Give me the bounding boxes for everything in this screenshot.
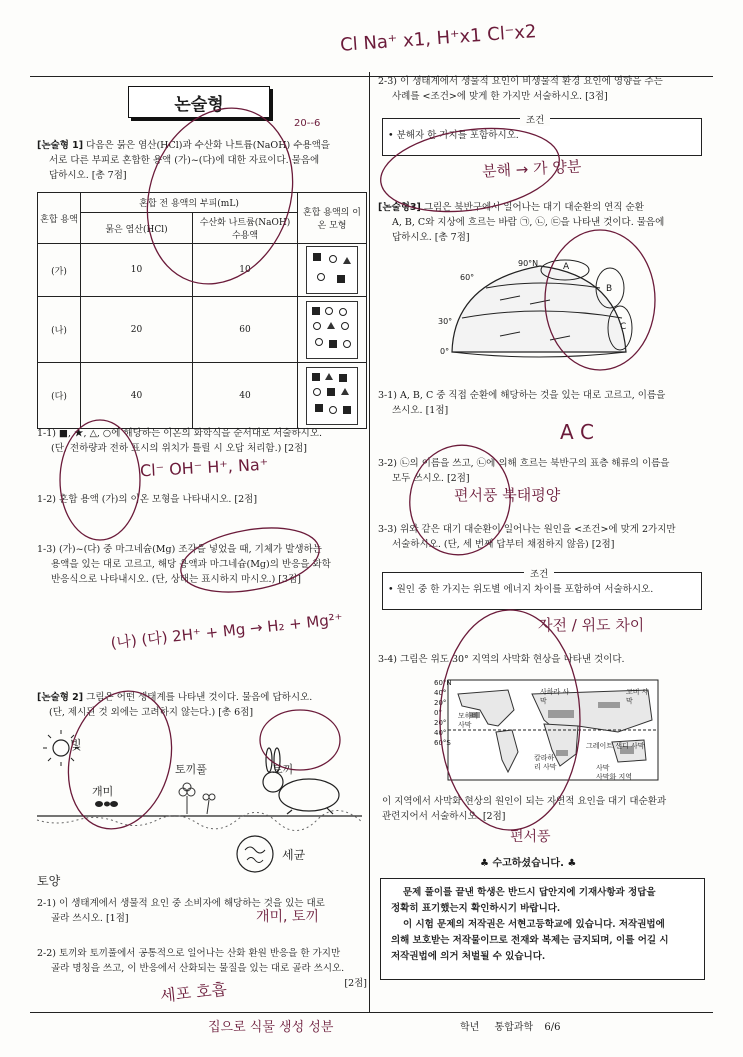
q2-sub3-line2: 사례를 <조건>에 맞게 한 가지만 서술하시오. [3점] bbox=[392, 91, 608, 102]
row-naoh: 60 bbox=[193, 297, 298, 363]
table-header-naoh: 수산화 나트륨(NaOH) 수용액 bbox=[193, 213, 298, 244]
map-lat-40s: 40° bbox=[434, 729, 447, 737]
map-lat-20s: 20° bbox=[434, 719, 447, 727]
map-sahara: 사하라 사막 bbox=[540, 688, 570, 705]
table-header-model: 혼합 용액의 이온 모형 bbox=[298, 193, 367, 244]
q1-sub2: 1-2) 혼합 용액 (가)의 이온 모형을 나타내시오. [2점] bbox=[37, 494, 258, 505]
map-gobi: 고비 사막 bbox=[626, 688, 649, 705]
row-hcl: 40 bbox=[81, 363, 193, 429]
q3-sub1-line1: 3-1) A, B, C 중 직접 순환에 해당하는 것을 있는 대로 고르고, 이름을 bbox=[378, 390, 666, 401]
label-grass: 토끼풀 bbox=[175, 763, 207, 776]
handwriting-answer-2-2: 세포 호흡 bbox=[159, 979, 228, 1006]
q3-sub4: 3-4) 그림은 위도 30° 지역의 사막화 현상을 나타낸 것이다. bbox=[378, 654, 625, 665]
handwriting-top: Cl Na⁺ x1, H⁺x1 Cl⁻x2 bbox=[339, 21, 538, 56]
q1-header: [논술형 1] bbox=[37, 140, 84, 151]
handwriting-answer-2-3: 분해 → 가 양분 bbox=[481, 157, 582, 181]
q1-intro-line3: 답하시오. [총 7점] bbox=[49, 170, 127, 181]
handwriting-answer-1-1: Cl⁻ OH⁻ H⁺, Na⁺ bbox=[139, 454, 269, 481]
q1-sub3-line2: 용액을 있는 대로 고르고, 해당 용액과 마그네슘(Mg)의 반응을 화학 bbox=[51, 559, 331, 570]
handwriting-date: 20--6 bbox=[294, 118, 321, 129]
globe-60: 60° bbox=[460, 273, 475, 282]
handwriting-footer-note: 집으로 식물 생성 성분 bbox=[208, 1020, 334, 1035]
q2-condition: • 분해자 한 가지를 포함하시오. bbox=[388, 130, 519, 141]
footer-page: 6/6 bbox=[544, 1022, 561, 1033]
handwriting-answer-3-1: A C bbox=[560, 420, 595, 444]
q1-intro-line2: 서로 다른 부피로 혼합한 용액 (가)~(다)에 대한 자료이다. 물음에 bbox=[49, 155, 320, 166]
row-label: (나) bbox=[38, 297, 81, 363]
label-soil: 토양 bbox=[37, 874, 61, 888]
q3-condition: • 원인 중 한 가지는 위도별 에너지 차이를 포함하여 서술하시오. bbox=[388, 584, 654, 595]
legend-desert: 사막 bbox=[596, 764, 610, 772]
q3-intro-line1: 그림은 북반구에서 일어나는 대기 대순환의 연직 순환 bbox=[423, 202, 644, 213]
q1-intro-line1: 다음은 묽은 염산(HCl)과 수산화 나트륨(NaOH) 수용액을 bbox=[86, 140, 330, 151]
map-mojave: 모하비 사막 bbox=[458, 712, 479, 729]
notice-line1: 문제 풀이를 끝낸 학생은 반드시 답안지에 기재사항과 정답을 bbox=[403, 887, 656, 898]
closing-message: ♣ 수고하셨습니다. ♣ bbox=[480, 858, 577, 869]
map-lat-40: 40° bbox=[434, 689, 447, 697]
map-lat-20: 20° bbox=[434, 699, 447, 707]
map-kalahari: 칼라하리 사막 bbox=[534, 754, 557, 771]
label-ant: 개미 bbox=[92, 785, 114, 798]
table-header-volume: 혼합 전 용액의 부피(mL) bbox=[81, 193, 298, 213]
q1-sub3-line3: 반응식으로 나타내시오. (단, 상태는 표시하지 마시오.) [3점] bbox=[51, 574, 301, 585]
map-lat-60n: 60°N bbox=[434, 679, 452, 687]
q2-sub2-points: [2점] bbox=[344, 978, 367, 989]
q3-sub3-line1: 3-3) 위와 같은 대기 대순환이 일어나는 원인을 <조건>에 맞게 2가지만 bbox=[378, 524, 676, 535]
q1-sub1-line2: (단, 전하량과 전하 표시의 위치가 틀릴 시 오답 처리함.) [2점] bbox=[51, 443, 307, 454]
label-light: 빛 bbox=[70, 738, 82, 752]
q3-sub2-line2: 모두 쓰시오. [2점] bbox=[392, 473, 470, 484]
row-hcl: 20 bbox=[81, 297, 193, 363]
q2-sub2-line2: 골라 명칭을 쓰고, 이 반응에서 산화되는 물질을 있는 대로 골라 쓰시오. bbox=[51, 963, 345, 974]
q2-sub2-line1: 2-2) 토끼와 토끼풀에서 공통적으로 일어나는 산화 환원 반응을 한 가지만 bbox=[37, 948, 341, 959]
row-naoh: 10 bbox=[193, 244, 298, 297]
cell-c: C bbox=[620, 322, 627, 332]
notice-line5: 저작권법에 의거 처벌될 수 있습니다. bbox=[391, 951, 546, 962]
legend-desertification: 사막화 지역 bbox=[596, 773, 633, 781]
table-header-hcl: 묽은 염산(HCl) bbox=[81, 213, 193, 244]
footer-subject: 통합과학 bbox=[494, 1022, 534, 1033]
q2-condition-head: 조건 bbox=[520, 112, 550, 126]
section-title: 논술형 bbox=[128, 86, 270, 118]
q3-intro-line3: 답하시오. [총 7점] bbox=[392, 232, 470, 243]
q3-condition-head: 조건 bbox=[524, 566, 554, 580]
q3-intro-line2: A, B, C와 지상에 흐르는 바람 ㉠, ㉡, ㉢을 나타낸 것이다. 물음에 bbox=[392, 217, 665, 228]
q3-header: [논술형3] bbox=[378, 202, 421, 213]
row-label: (다) bbox=[38, 363, 81, 429]
label-rabbit: 토끼 bbox=[272, 763, 294, 776]
row-hcl: 10 bbox=[81, 244, 193, 297]
label-fungi: 세균 bbox=[282, 848, 306, 862]
row-naoh: 40 bbox=[193, 363, 298, 429]
handwriting-answer-3-3: 자전 / 위도 차이 bbox=[538, 616, 645, 634]
map-lat-60s: 60°S bbox=[434, 739, 451, 747]
row-label: (가) bbox=[38, 244, 81, 297]
globe-0: 0° bbox=[440, 347, 450, 356]
notice-line2: 정확히 표기했는지 확인하시기 바랍니다. bbox=[391, 903, 561, 914]
globe-30: 30° bbox=[438, 317, 453, 326]
handwriting-answer-2-1: 개미, 토끼 bbox=[256, 909, 319, 925]
q3-sub4-q-line1: 이 지역에서 사막화 현상의 원인이 되는 자연적 요인을 대기 대순환과 bbox=[382, 796, 667, 807]
notice-line4: 의해 보호받는 저작물이므로 전재와 복제는 금지되며, 이를 어길 시 bbox=[391, 935, 669, 946]
q2-sub3-line1: 2-3) 이 생태계에서 생물적 요인이 비생물적 환경 요인에 영향을 주는 bbox=[378, 76, 663, 87]
q2-intro-line1: 그림은 어떤 생태계를 나타낸 것이다. 물음에 답하시오. bbox=[86, 692, 313, 703]
globe-90n: 90°N bbox=[518, 259, 539, 268]
map-lat-0: 0° bbox=[434, 709, 442, 717]
table-header-mix: 혼합 용액 bbox=[38, 193, 81, 244]
handwriting-answer-3-4: 편서풍 bbox=[510, 829, 551, 845]
cell-a: A bbox=[563, 262, 570, 272]
q1-sub1-line1: 1-1) ■, ★, △, ○에 해당하는 이온의 화학식을 순서대로 서술하시오. bbox=[37, 428, 323, 439]
handwriting-answer-3-2: 편서풍 북태평양 bbox=[454, 486, 561, 504]
q3-sub2-line1: 3-2) ㉡의 이름을 쓰고, ㉡에 의해 흐르는 북반구의 표층 해류의 이름을 bbox=[378, 458, 670, 469]
q3-sub3-line2: 서술하시오. (단, 세 번째 답부터 채점하지 않음) [2점] bbox=[392, 539, 615, 550]
q2-sub1-line1: 2-1) 이 생태계에서 생물적 요인 중 소비자에 해당하는 것을 있는 대로 bbox=[37, 898, 325, 909]
q3-sub4-q-line2: 관련지어서 서술하시오. [2점] bbox=[382, 811, 506, 822]
q2-intro-line2: (단, 제시된 것 외에는 고려하지 않는다.) [총 6점] bbox=[49, 707, 254, 718]
q1-sub3-line1: 1-3) (가)~(다) 중 마그네슘(Mg) 조각을 넣었을 때, 기체가 발생하는 bbox=[37, 544, 322, 555]
q2-sub1-line2: 골라 쓰시오. [1점] bbox=[51, 913, 129, 924]
q2-header: [논술형 2] bbox=[37, 692, 84, 703]
footer-grade: 학년 bbox=[460, 1022, 480, 1033]
q3-sub1-line2: 쓰시오. [1점] bbox=[392, 405, 449, 416]
cell-b: B bbox=[606, 284, 613, 294]
map-great-sandy: 그레이트 샌디 사막 bbox=[586, 742, 645, 750]
handwriting-answer-1-3: (나) (다) 2H⁺ + Mg → H₂ + Mg²⁺ bbox=[109, 609, 344, 653]
notice-line3: 이 시험 문제의 저작권은 서현고등학교에 있습니다. 저작권법에 bbox=[403, 919, 665, 930]
